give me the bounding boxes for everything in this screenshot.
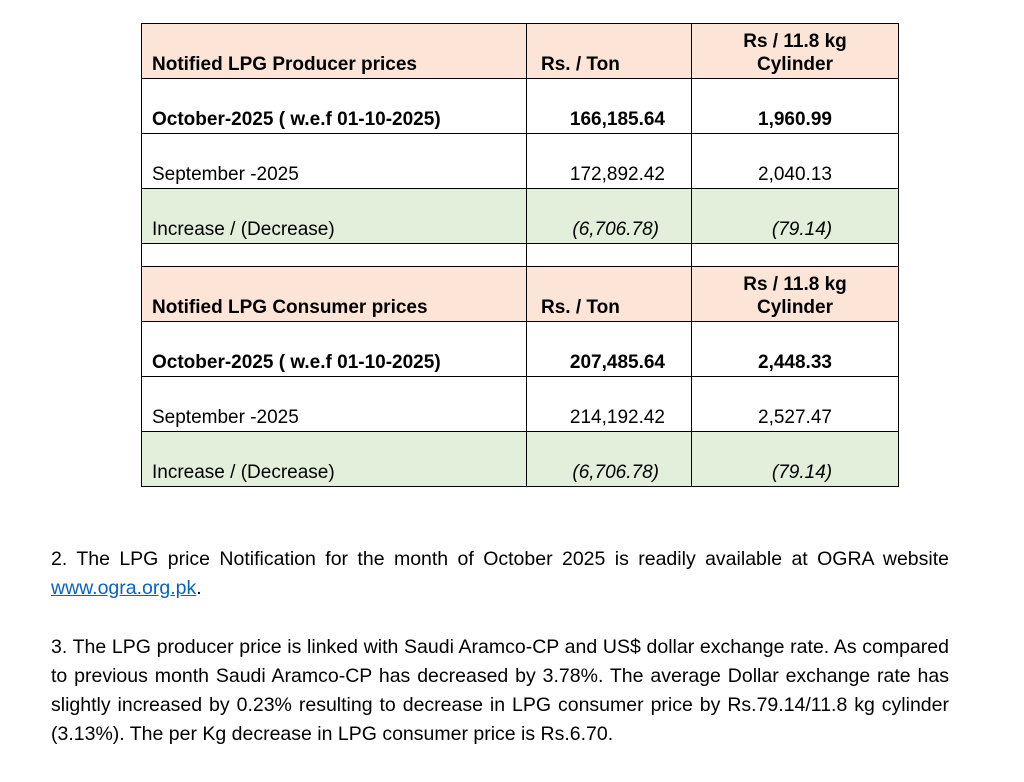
ogra-website-link[interactable]: www.ogra.org.pk (51, 577, 197, 599)
producer-current-ton: 166,185.64 (527, 79, 692, 134)
producer-previous-cyl: 2,040.13 (692, 134, 899, 189)
paragraph-notification-end: . (196, 577, 202, 599)
producer-current-row (142, 79, 899, 134)
consumer-col-cyl-line2: Cylinder (756, 297, 834, 318)
consumer-change-label: Increase / (Decrease) (142, 432, 527, 487)
producer-change-cyl: (79.14) (692, 189, 899, 244)
lpg-price-table (141, 23, 899, 487)
consumer-col-ton: Rs. / Ton (527, 267, 692, 322)
producer-current-label: October-2025 ( w.e.f 01-10-2025) (142, 79, 527, 134)
producer-previous-ton: 172,892.42 (527, 134, 692, 189)
consumer-previous-ton: 214,192.42 (527, 377, 692, 432)
producer-col-cylinder (692, 24, 899, 79)
consumer-previous-row (142, 377, 899, 432)
producer-change-ton: (6,706.78) (527, 189, 692, 244)
consumer-change-ton: (6,706.78) (527, 432, 692, 487)
paragraph-notification-text: 2. The LPG price Notification for the month of October 2025 is readily available at OGRA website (51, 548, 949, 570)
consumer-previous-cyl: 2,527.47 (692, 377, 899, 432)
producer-col-cyl-line2: Cylinder (756, 54, 834, 75)
consumer-previous-label: September -2025 (142, 377, 527, 432)
paragraph-notification (51, 545, 949, 603)
producer-previous-label: September -2025 (142, 134, 527, 189)
producer-previous-row (142, 134, 899, 189)
producer-change-label: Increase / (Decrease) (142, 189, 527, 244)
producer-col-cyl-line1: Rs / 11.8 kg (743, 31, 847, 52)
consumer-col-cylinder (692, 267, 899, 322)
paragraph-price-explanation: 3. The LPG producer price is linked with Saudi Aramco-CP and US$ dollar exchange rate. As compared to previous month Saudi Aramco-CP has decreased by 3.78%. The average Dollar exchange rate has slightly increased by 0.23% resulting to decrease in LPG consumer price by Rs.79.14/11.8 kg cylinder (3.13%). The per Kg decrease in LPG consumer price is Rs.6.70. (51, 636, 949, 745)
producer-col-ton: Rs. / Ton (527, 24, 692, 79)
consumer-change-cyl: (79.14) (692, 432, 899, 487)
consumer-title: Notified LPG Consumer prices (142, 267, 527, 322)
spacer-row (142, 244, 899, 267)
consumer-change-row (142, 432, 899, 487)
producer-change-row (142, 189, 899, 244)
consumer-current-label: October-2025 ( w.e.f 01-10-2025) (142, 322, 527, 377)
consumer-col-cyl-line1: Rs / 11.8 kg (743, 274, 847, 295)
consumer-current-row (142, 322, 899, 377)
producer-current-cyl: 1,960.99 (692, 79, 899, 134)
consumer-current-cyl: 2,448.33 (692, 322, 899, 377)
consumer-current-ton: 207,485.64 (527, 322, 692, 377)
consumer-header-row (142, 267, 899, 322)
producer-header-row (142, 24, 899, 79)
producer-title: Notified LPG Producer prices (142, 24, 527, 79)
